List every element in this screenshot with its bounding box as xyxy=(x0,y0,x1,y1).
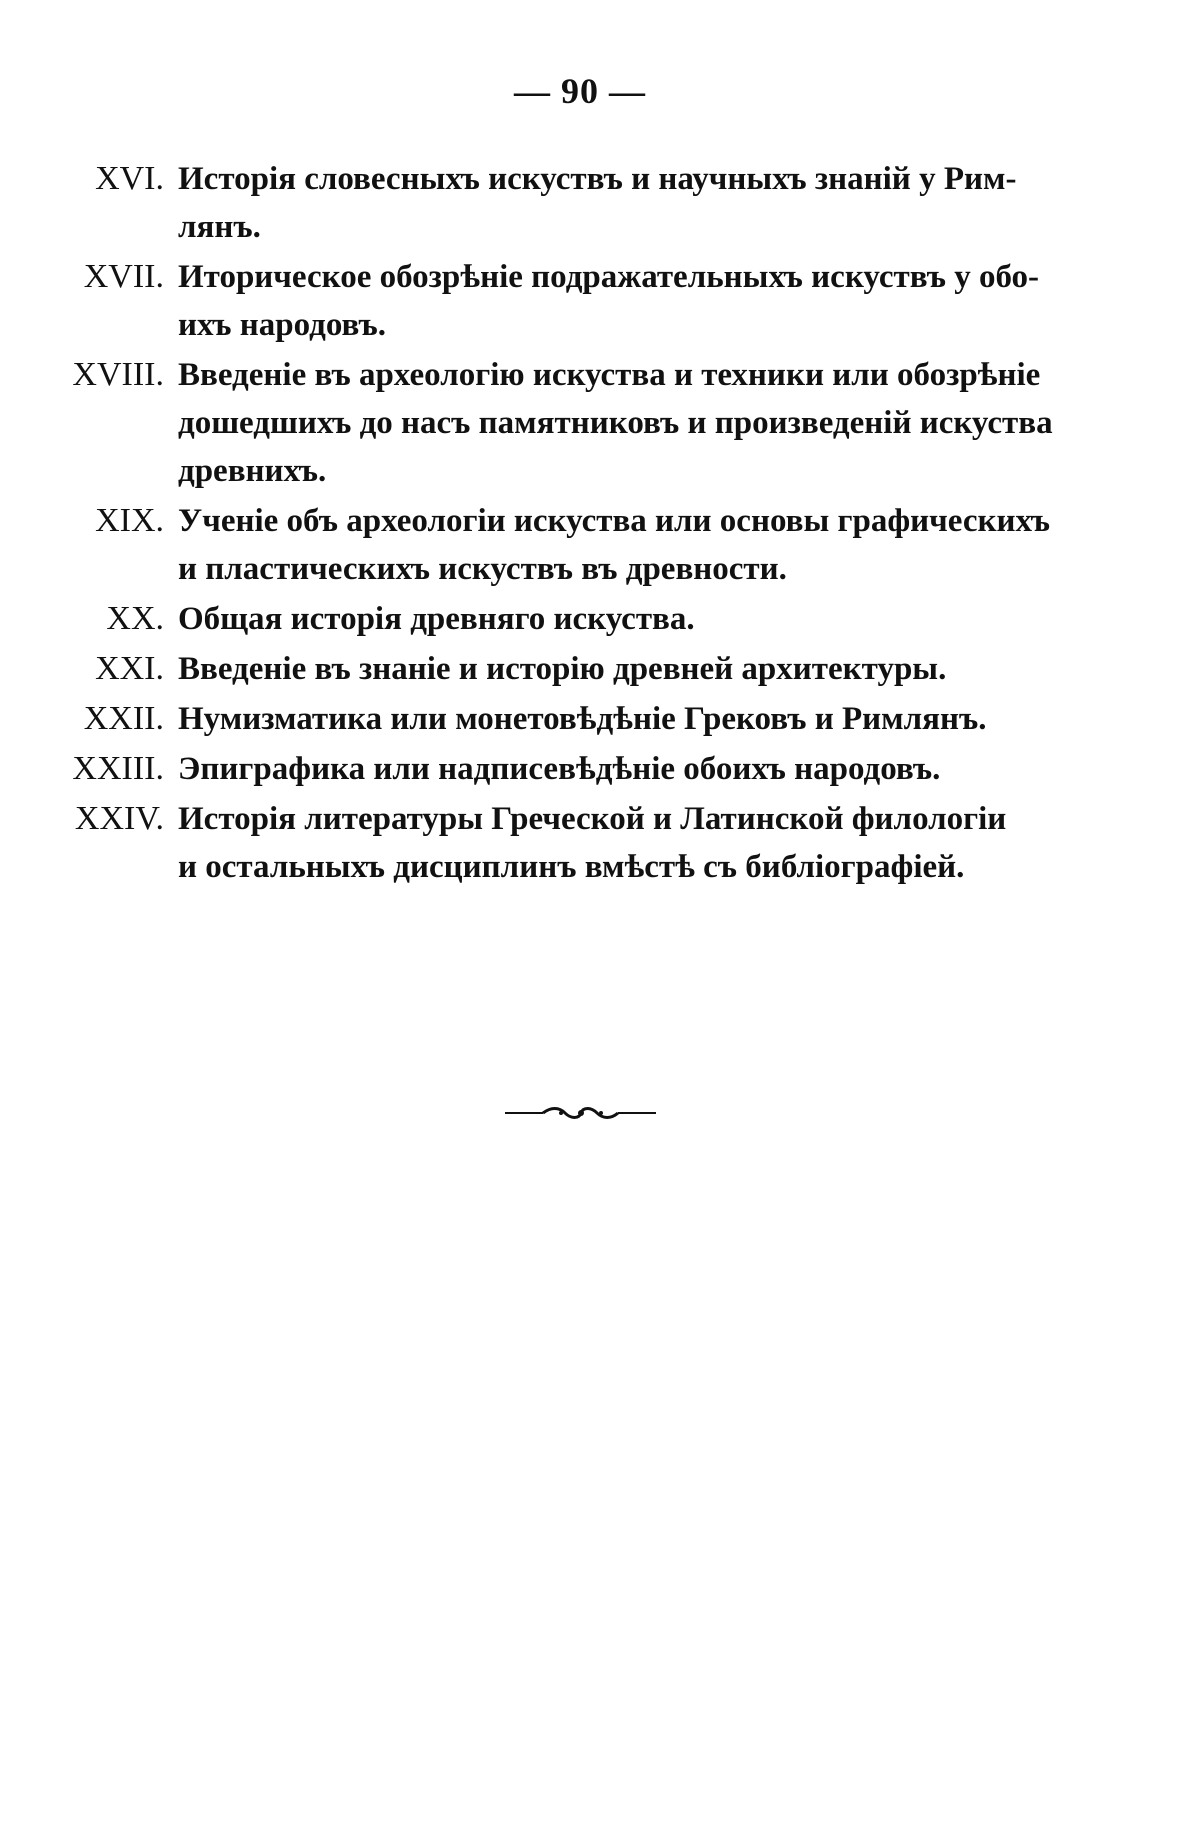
entry-text xyxy=(178,351,1088,495)
list-item xyxy=(0,695,1200,743)
list-item xyxy=(0,645,1200,693)
entry-text xyxy=(178,745,1088,793)
entry-line: древнихъ. xyxy=(178,453,327,489)
list-item xyxy=(0,351,1200,495)
entry-line: Нумизматика или монетовѣдѣніе Грековъ и Римлянъ. xyxy=(178,701,987,737)
entry-text xyxy=(178,253,1088,349)
list-item xyxy=(0,595,1200,643)
entry-numeral: XX. xyxy=(106,600,164,637)
list-item xyxy=(0,795,1200,891)
entry-line: дошедшихъ до насъ памятниковъ и произведеній искуства xyxy=(178,405,1053,441)
entry-line: и остальныхъ дисциплинъ вмѣстѣ съ библіографіей. xyxy=(178,849,965,885)
entry-line: и пластическихъ искуствъ въ древности. xyxy=(178,551,787,587)
entry-text xyxy=(178,497,1088,593)
entry-line: Введеніе въ археологію искуства и техники или обозрѣніе xyxy=(178,357,1041,393)
list-item xyxy=(0,155,1200,251)
entry-line: Введеніе въ знаніе и исторію древней архитектуры. xyxy=(178,651,947,687)
entry-text xyxy=(178,645,1088,693)
entry-numeral: XVII. xyxy=(83,258,164,295)
contents-list xyxy=(0,155,1200,893)
entry-line: Исторія словесныхъ искуствъ и научныхъ знаній у Рим- xyxy=(178,161,1017,197)
entry-text xyxy=(178,795,1088,891)
entry-numeral: XXIII. xyxy=(72,750,164,787)
entry-text xyxy=(178,695,1088,743)
entry-line: Ученіе объ археологіи искуства или основы графическихъ xyxy=(178,503,1050,539)
entry-numeral: XXI. xyxy=(95,650,164,687)
list-item xyxy=(0,497,1200,593)
list-item xyxy=(0,253,1200,349)
entry-numeral: XIX. xyxy=(95,502,164,539)
page-number: — 90 — xyxy=(514,71,646,111)
entry-line: лянъ. xyxy=(178,209,261,245)
entry-text xyxy=(178,595,1088,643)
entry-numeral: XVI. xyxy=(95,160,164,197)
entry-text xyxy=(178,155,1088,251)
entry-line: Иторическое обозрѣніе подражательныхъ искуствъ у обо- xyxy=(178,259,1040,295)
tailpiece-ornament-icon xyxy=(503,1106,658,1120)
entry-numeral: XXIV. xyxy=(74,800,164,837)
entry-line: Исторія литературы Греческой и Латинской филологіи xyxy=(178,801,1007,837)
entry-numeral: XXII. xyxy=(83,700,164,737)
entry-line: Эпиграфика или надписевѣдѣніе обоихъ народовъ. xyxy=(178,751,941,787)
entry-line: ихъ народовъ. xyxy=(178,307,387,343)
list-item xyxy=(0,745,1200,793)
entry-numeral: XVIII. xyxy=(72,356,164,393)
entry-line: Общая исторія древняго искуства. xyxy=(178,601,695,637)
